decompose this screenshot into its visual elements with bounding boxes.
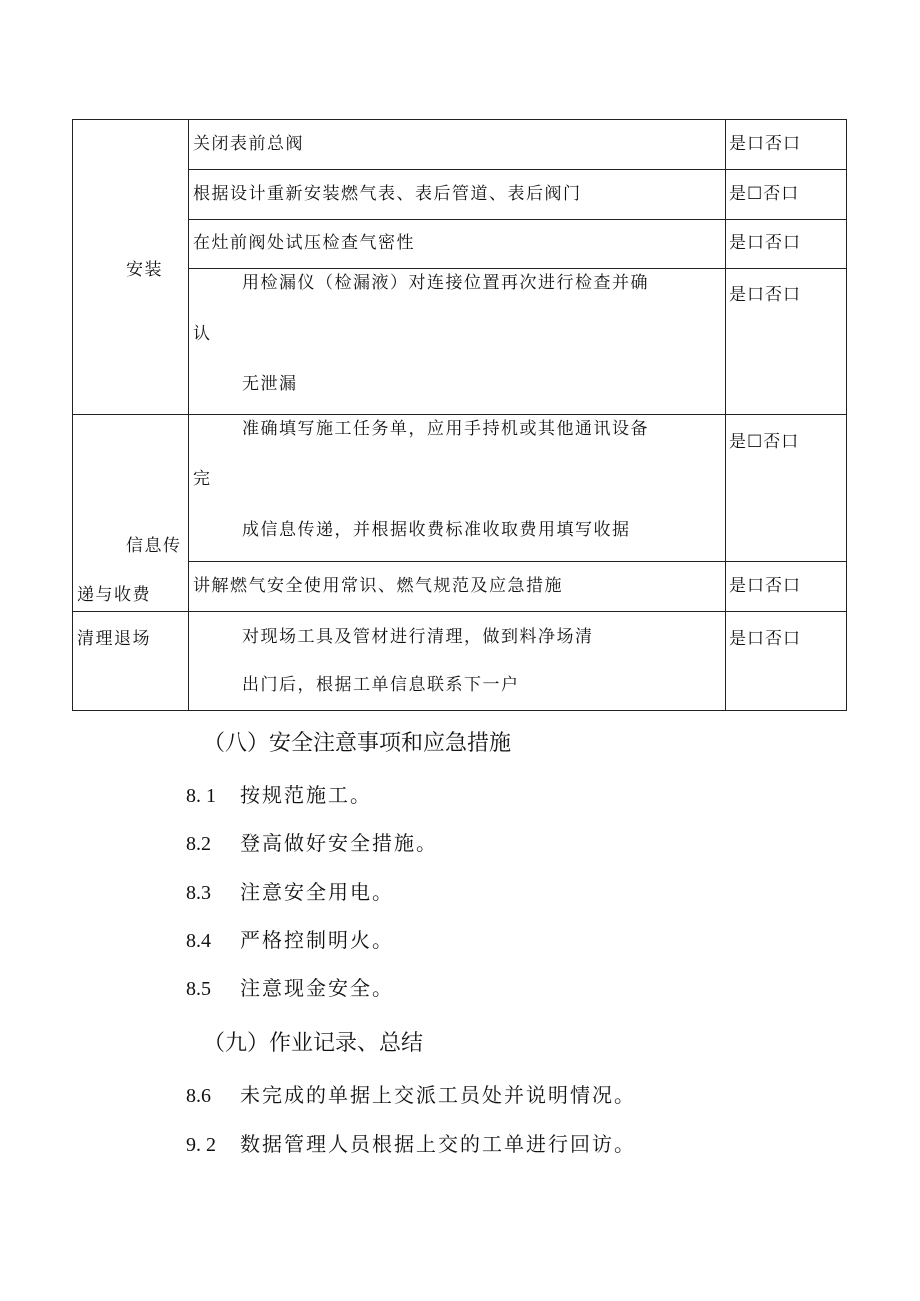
item-text: 登高做好安全措施。 [240, 831, 438, 855]
task-text-line2: 完 [193, 469, 212, 489]
task-text: 关闭表前总阀 [193, 134, 304, 154]
list-item [186, 926, 394, 955]
table-group-divider [72, 414, 847, 415]
yes-no-checkbox[interactable]: 是☐否口 [729, 432, 800, 452]
task-text-line2: 出门后，根据工单信息联系下一户 [242, 675, 520, 695]
task-text: 在灶前阀处试压检查气密性 [193, 233, 415, 253]
yes-no-checkbox[interactable]: 是口否口 [729, 576, 801, 596]
item-text: 未完成的单据上交派工员处并说明情况。 [240, 1083, 636, 1107]
item-text: 注意安全用电。 [240, 880, 394, 904]
yes-no-checkbox[interactable]: 是口否口 [729, 134, 801, 154]
yes-no-checkbox[interactable]: 是口否口 [729, 285, 801, 305]
table-border-bottom [72, 710, 847, 711]
item-text: 按规范施工。 [240, 783, 372, 807]
table-row-divider [188, 169, 847, 170]
item-number: 8.2 [186, 833, 211, 855]
table-column-divider [188, 119, 189, 711]
group-label-cleanup: 清理退场 [77, 629, 151, 649]
item-text: 严格控制明火。 [240, 928, 394, 952]
task-text-line3: 无泄漏 [242, 374, 298, 394]
yes-no-checkbox[interactable]: 是口否口 [729, 233, 801, 253]
item-number: 9. 2 [186, 1134, 216, 1156]
list-item [186, 878, 394, 907]
item-number: 8.4 [186, 930, 211, 952]
item-number: 8.5 [186, 978, 211, 1000]
table-border-top [72, 119, 847, 120]
table-border-left [72, 119, 73, 711]
table-group-divider [72, 611, 847, 612]
task-text-line1: 对现场工具及管材进行清理，做到料净场清 [242, 627, 594, 647]
list-item [186, 781, 372, 810]
item-number: 8. 1 [186, 785, 216, 807]
task-text-line2: 认 [193, 324, 212, 344]
yes-no-checkbox[interactable]: 是☐否口 [729, 184, 800, 204]
table-border-right [846, 119, 847, 711]
list-item [186, 1081, 636, 1110]
table-row-divider [188, 219, 847, 220]
item-number: 8.3 [186, 882, 211, 904]
item-number: 8.6 [186, 1085, 211, 1107]
list-item [186, 974, 394, 1003]
table-row-divider [188, 561, 847, 562]
task-text-line1: 用检漏仪（检漏液）对连接位置再次进行检查并确 [242, 273, 649, 293]
list-item [186, 1130, 636, 1159]
yes-no-checkbox[interactable]: 是口否口 [729, 629, 801, 649]
task-text-line3: 成信息传递，并根据收费标准收取费用填写收据 [242, 520, 631, 540]
task-text-line1: 准确填写施工任务单，应用手持机或其他通讯设备 [242, 419, 649, 439]
table-row-divider [188, 268, 847, 269]
item-text: 数据管理人员根据上交的工单进行回访。 [240, 1132, 636, 1156]
group-label-info-line2: 递与收费 [77, 585, 151, 605]
task-text: 讲解燃气安全使用常识、燃气规范及应急措施 [193, 576, 563, 596]
list-item [186, 829, 438, 858]
item-text: 注意现金安全。 [240, 976, 394, 1000]
task-text: 根据设计重新安装燃气表、表后管道、表后阀门 [193, 184, 582, 204]
group-label-info-line1: 信息传 [126, 536, 182, 556]
section-heading-records: （九）作业记录、总结 [203, 1031, 424, 1056]
group-label-install: 安装 [126, 260, 163, 280]
table-column-divider [725, 119, 726, 711]
section-heading-safety: （八）安全注意事项和应急措施 [203, 731, 512, 756]
